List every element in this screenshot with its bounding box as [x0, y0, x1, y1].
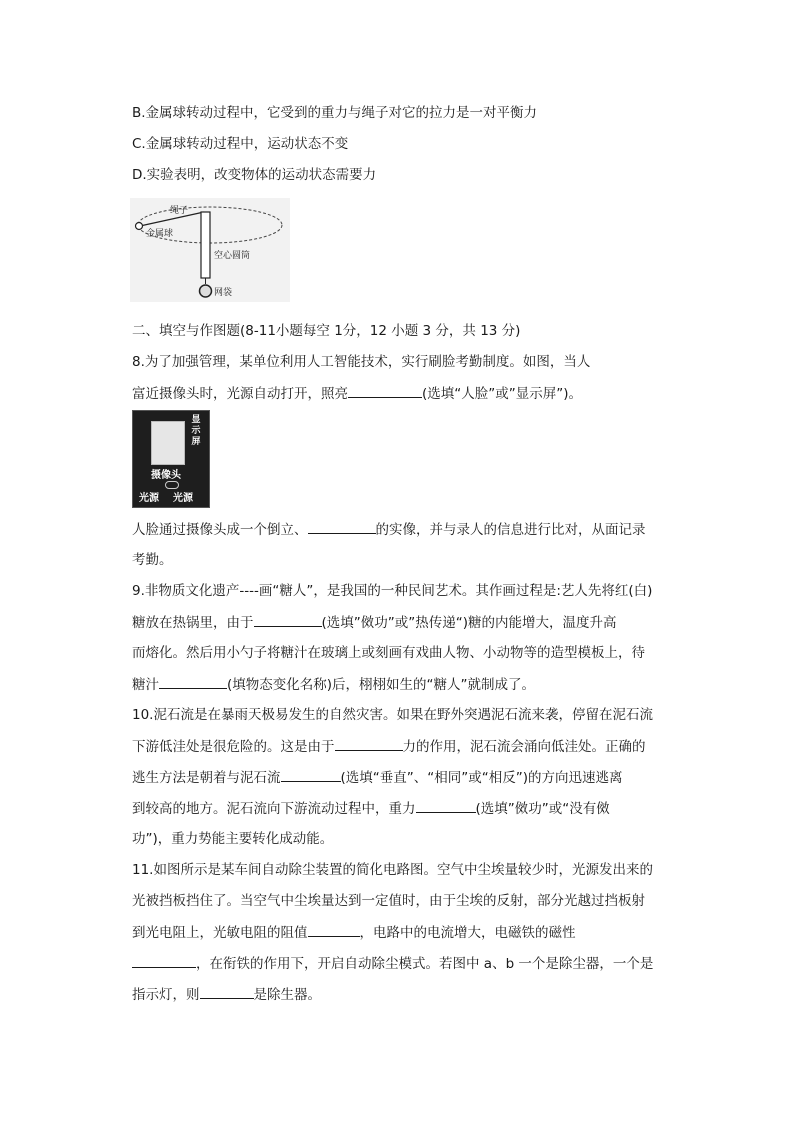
q8-line3-text-b: 的实像，并与录人的信息进行比对，从面记录 — [375, 522, 646, 538]
metal-ball-label: 金属球 — [146, 229, 174, 239]
q11-line4 — [132, 953, 653, 974]
q8-line3 — [132, 519, 646, 540]
answer-blank[interactable] — [348, 383, 422, 398]
camera-label: 摄像头 — [151, 470, 181, 481]
q9-line1: 9.非物质文化遗产----画“糖人”，是我国的一种民间艺术。其作画过程是:艺人先将红(白) — [132, 583, 653, 599]
net-bag-label: 网袋 — [214, 288, 233, 298]
q10-line3-text-b: (选填“垂直”、“相同”或“相反”)的方向迅速逃离 — [340, 770, 623, 786]
answer-blank[interactable] — [416, 798, 476, 813]
option-b: B.金属球转动过程中，它受到的重力与绳子对它的拉力是一对平衡力 — [132, 105, 538, 121]
q9-line3: 而熔化。然后用小勺子将糖汁在玻璃上或刻画有戏曲人物、小动物等的造型模板上，待 — [132, 645, 645, 661]
answer-blank[interactable] — [132, 953, 196, 968]
rope-label: 绳子 — [170, 206, 189, 216]
display-label: 显示屏 — [191, 415, 201, 447]
q8-line2-text-a: 富近摄像头时，光源自动打开，照亮 — [132, 386, 348, 402]
hollow-tube-label: 空心圆筒 — [214, 251, 251, 261]
q10-line5: 功”)，重力势能主要转化成动能。 — [132, 831, 334, 847]
q10-line2 — [132, 736, 646, 757]
q10-line2-text-b: 力的作用，泥石流会涌向低洼处。正确的 — [402, 739, 646, 755]
q9-line2-text-b: (选填”傚功”或”热传递“)糖的内能增大，温度升高 — [321, 615, 617, 631]
metal-ball-figure — [130, 198, 290, 306]
q11-line5-text-b: 是除生器。 — [253, 987, 321, 1003]
q9-line2-text-a: 糖放在热锅里，由于 — [132, 615, 254, 631]
section-heading: 二、填空与作图题(8-11小题每空 1分，12 小题 3 分，共 13 分) — [132, 323, 521, 339]
q9-line4-text-b: (填物态变化名称)后，栩栩如生的“糖人”就制成了。 — [227, 677, 536, 693]
q11-line3-text-b: ，电路中的电流增大，电磁铁的磁性 — [359, 925, 576, 941]
q8-line2-text-b: (选填“人脸”或”显示屏”)。 — [422, 386, 583, 402]
q10-line2-text-a: 下游低洼处是很危险的。这是由于 — [132, 739, 335, 755]
q11-line2: 光被挡板挡住了。当空气中尘埃量达到一定值时，由于尘埃的反射，部分光越过挡板射 — [132, 893, 645, 909]
answer-blank[interactable] — [254, 612, 322, 627]
light-source-left-label: 光源 — [139, 493, 159, 504]
q10-line4-text-a: 到较高的地方。泥石流向下游流动过程中，重力 — [132, 801, 416, 817]
answer-blank[interactable] — [308, 519, 376, 534]
q8-line3-text-a: 人脸通过摄像头成一个倒立、 — [132, 522, 308, 538]
camera-lens-icon — [165, 481, 179, 489]
q11-line5 — [132, 984, 321, 1005]
q10-line4-text-b: (选填”傚功”或“没有傚 — [475, 801, 610, 817]
answer-blank[interactable] — [281, 767, 341, 782]
q11-line4-text-b: ，在衔铁的作用下，开启自动除尘模式。若图中 a、b 一个是除尘器，一个是 — [196, 956, 654, 972]
q8-line1: 8.为了加强管理，某单位利用人工智能技术，实行刷脸考勤制度。如图，当人 — [132, 354, 591, 370]
q10-line3-text-a: 逃生方法是朝着与泥石流 — [132, 770, 281, 786]
answer-blank[interactable] — [159, 674, 227, 689]
q10-line1: 10.泥石流是在暴雨天极易发生的自然灾害。如果在野外突遇泥石流来袭，停留在泥石流 — [132, 707, 653, 723]
q9-line4-text-a: 糖汁 — [132, 677, 159, 693]
q10-line3 — [132, 767, 623, 788]
q9-line2 — [132, 612, 617, 633]
q11-line1: 11.如图所示是某车间自动除尘装置的简化电路图。空气中尘埃量较少时，光源发出来的 — [132, 862, 653, 878]
display-screen — [151, 421, 185, 465]
light-source-right-label: 光源 — [173, 493, 193, 504]
q11-line3 — [132, 922, 576, 943]
q11-line3-text-a: 到光电阻上，光敏电阻的阻值 — [132, 925, 308, 941]
option-d: D.实验表明，改变物体的运动状态需要力 — [132, 167, 377, 183]
q9-line4 — [132, 674, 535, 695]
q8-line2 — [132, 383, 582, 404]
answer-blank[interactable] — [335, 736, 403, 751]
q11-line5-text-a: 指示灯，则 — [132, 987, 200, 1003]
answer-blank[interactable] — [308, 922, 360, 937]
q8-line4: 考勤。 — [132, 552, 173, 568]
answer-blank[interactable] — [200, 984, 254, 999]
face-attendance-figure — [132, 410, 210, 508]
q10-line4 — [132, 798, 610, 819]
option-c: C.金属球转动过程中，运动状态不变 — [132, 136, 349, 152]
